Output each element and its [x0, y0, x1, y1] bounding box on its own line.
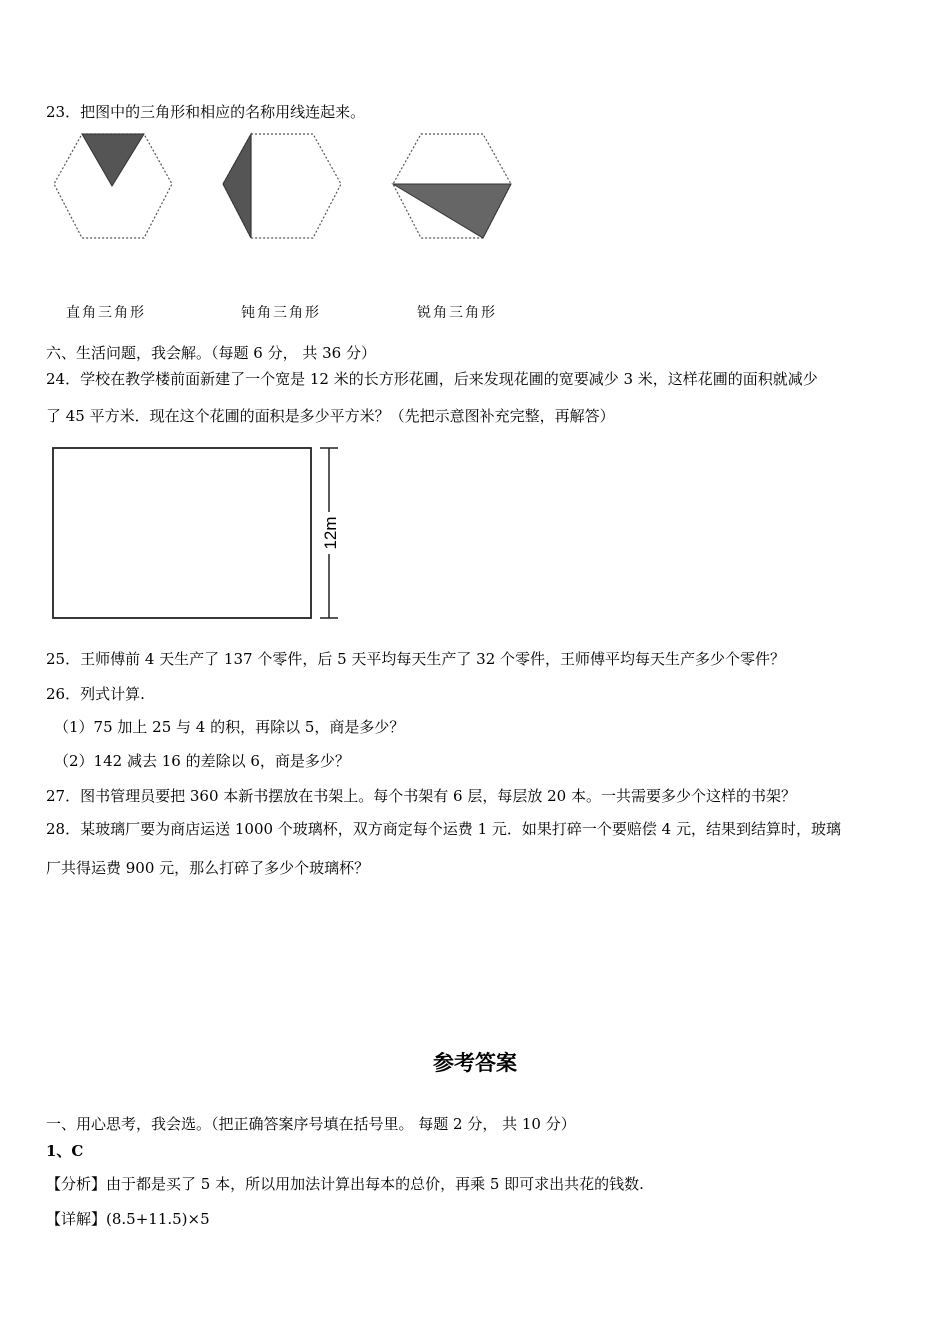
q26-text: 26．列式计算.: [46, 685, 145, 703]
answers-analysis: 【分析】由于都是买了 5 本，所以用加法计算出每本的总价，再乘 5 即可求出共花的钱数.: [46, 1175, 644, 1193]
q26-sub2: （2）142 减去 16 的差除以 6，商是多少？: [54, 752, 350, 770]
q25-text: 25．王师傅前 4 天生产了 137 个零件，后 5 天平均每天生产了 32 个零件，王师傅平均每天生产多少个零件？: [46, 650, 786, 668]
shaded-triangle: [393, 184, 511, 238]
label-obtuse-triangle: 钝角三角形: [241, 305, 321, 321]
q24-rectangle-diagram: [48, 440, 348, 630]
q23-text: 23．把图中的三角形和相应的名称用线连起来。: [46, 103, 366, 121]
label-right-triangle: 直角三角形: [66, 305, 146, 321]
garden-rectangle: [53, 448, 311, 618]
label-acute-triangle: 锐角三角形: [417, 305, 497, 321]
q28-line1: 28．某玻璃厂要为商店运送 1000 个玻璃杯，双方商定每个运费 1 元．如果打碎一个要赔偿 4 元，结果到结算时，玻璃: [46, 820, 841, 838]
answers-detail: 【详解】(8.5+11.5)×5: [46, 1210, 210, 1228]
dimension-label: 12m: [321, 516, 340, 550]
shaded-triangle: [223, 134, 251, 238]
section6-heading: 六、生活问题，我会解。（每题 6 分， 共 36 分）: [46, 344, 376, 362]
answers-section1: 一、用心思考，我会选。（把正确答案序号填在括号里。 每题 2 分， 共 10 分）: [46, 1115, 576, 1133]
q27-text: 27．图书管理员要把 360 本新书摆放在书架上。每个书架有 6 层，每层放 20 本。一共需要多少个这样的书架？: [46, 787, 796, 805]
answers-title: 参考答案: [433, 1050, 517, 1075]
shaded-triangle: [82, 134, 144, 186]
hexagon-figure-3: [389, 130, 515, 242]
hexagon-figure-2: [219, 130, 345, 242]
q24-line2: 了 45 平方米．现在这个花圃的面积是多少平方米？（先把示意图补充完整，再解答）: [46, 407, 615, 425]
q24-line1: 24．学校在教学楼前面新建了一个宽是 12 米的长方形花圃，后来发现花圃的宽要减少 3 米，这样花圃的面积就减少: [46, 370, 818, 388]
hexagon-figure-1: [50, 130, 176, 242]
answers-item1: 1、C: [46, 1142, 84, 1160]
q28-line2: 厂共得运费 900 元，那么打碎了多少个玻璃杯？: [46, 859, 370, 877]
q26-sub1: （1）75 加上 25 与 4 的积，再除以 5，商是多少？: [54, 718, 405, 736]
